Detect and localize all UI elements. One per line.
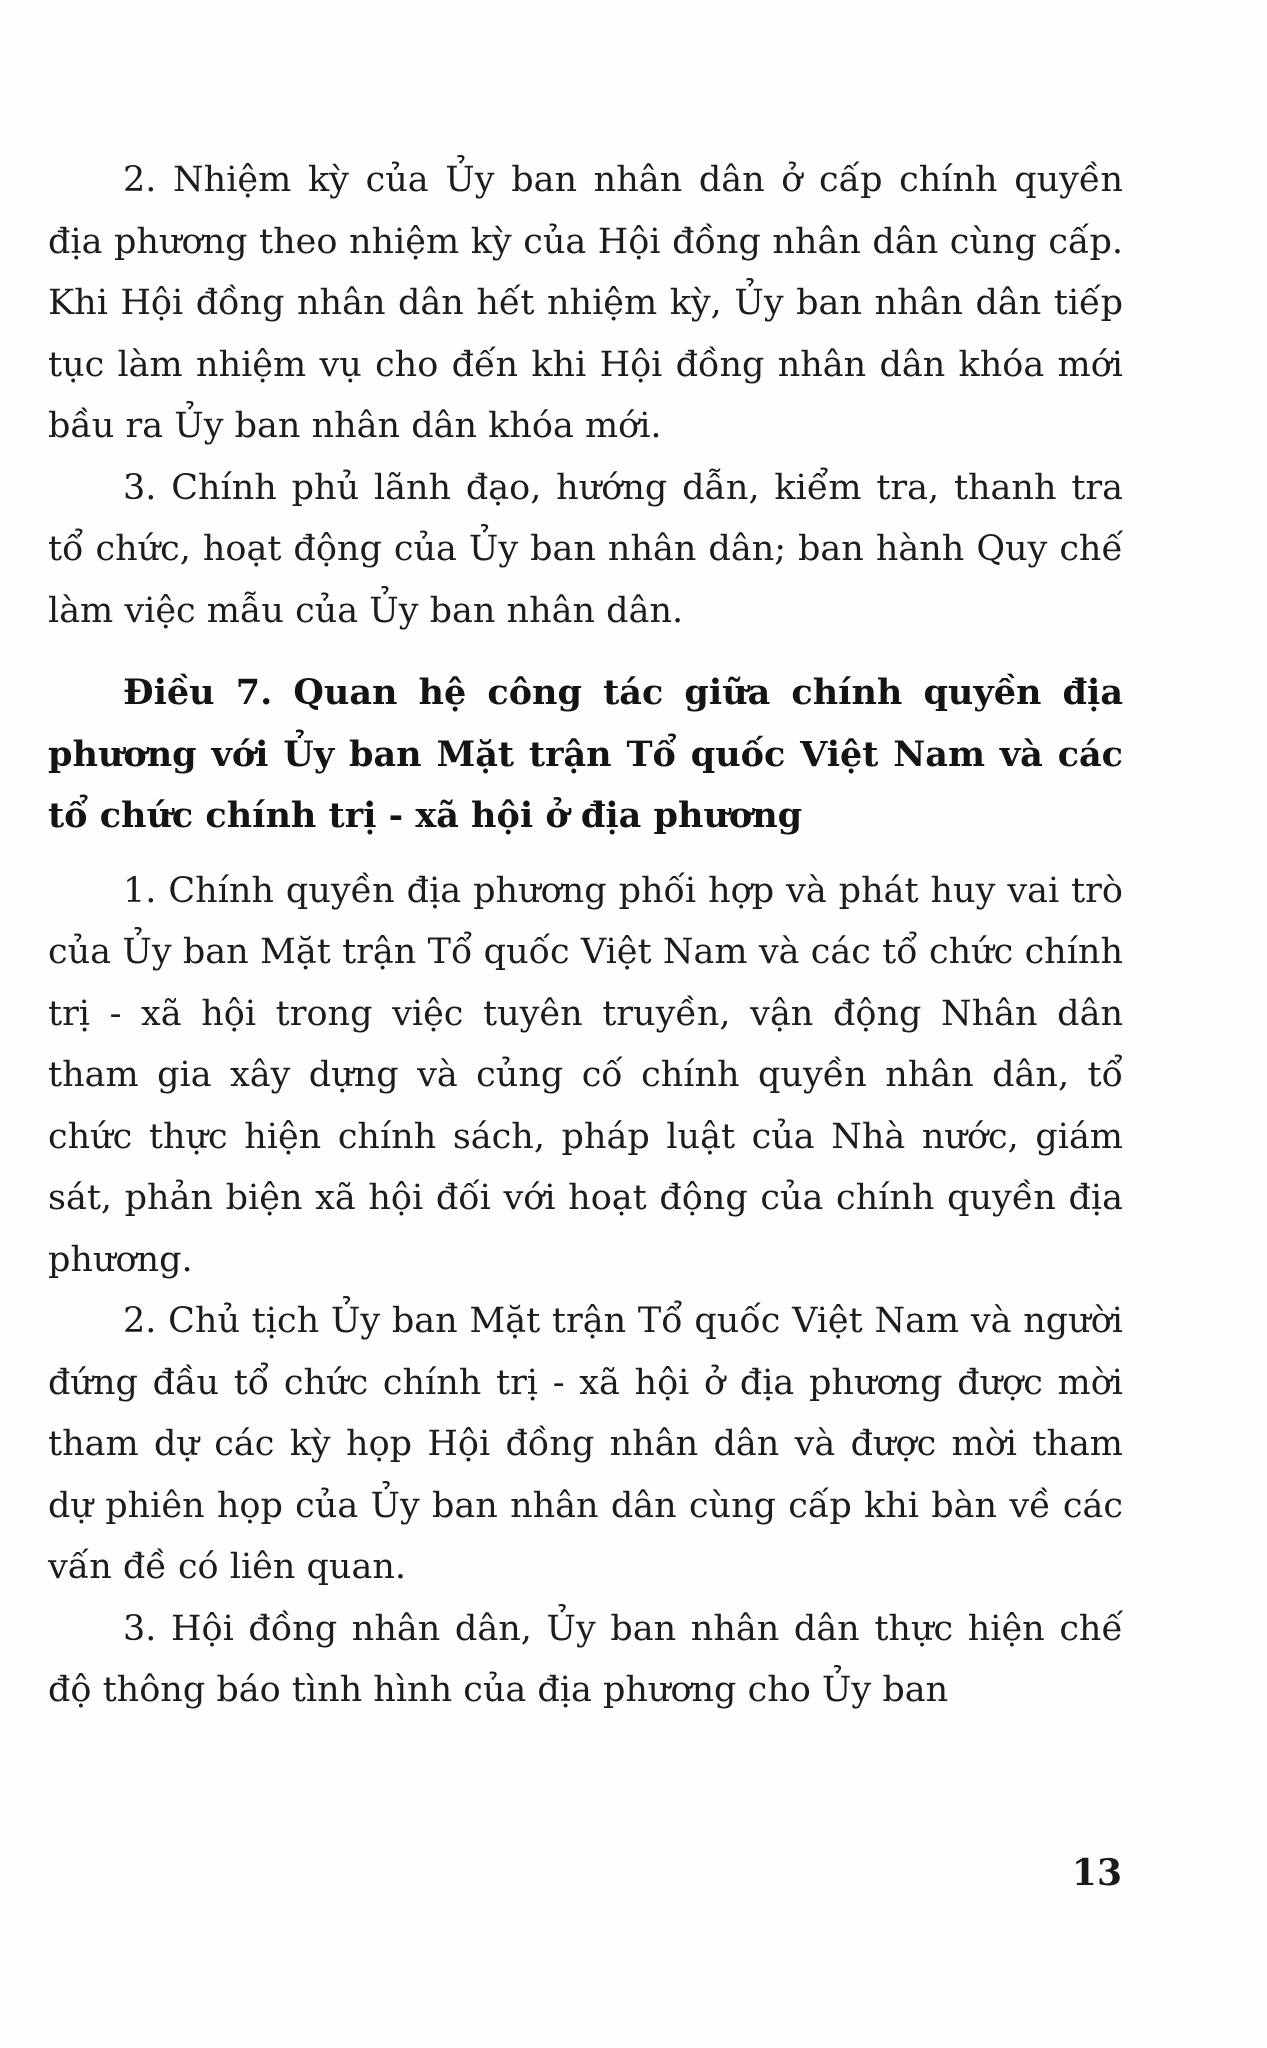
page-number: 13 — [1071, 1852, 1122, 1894]
article-heading: Điều 7. Quan hệ công tác giữa chính quyền địa phương với Ủy ban Mặt trận Tổ quốc Việt Nam và các tổ chức chính trị - xã hội ở địa phương — [48, 672, 1123, 836]
paragraph-coordination: 1. Chính quyền địa phương phối hợp và phát huy vai trò của Ủy ban Mặt trận Tổ quốc Việt Nam và các tổ chức chính trị - xã hội trong việc tuyên truyền, vận động Nhân dân tham gia xây dựng và củng cố chính quyền nhân dân, tổ chức thực hiện chính sách, pháp luật của Nhà nước, giám sát, phản biện xã hội đối với hoạt động của chính quyền địa phương. — [48, 870, 1123, 1280]
paragraph-term-of-office: 2. Nhiệm kỳ của Ủy ban nhân dân ở cấp chính quyền địa phương theo nhiệm kỳ của Hội đồng nhân dân cùng cấp. Khi Hội đồng nhân dân hết nhiệm kỳ, Ủy ban nhân dân tiếp tục làm nhiệm vụ cho đến khi Hội đồng nhân dân khóa mới bầu ra Ủy ban nhân dân khóa mới. — [48, 160, 1123, 446]
body-text — [48, 150, 1123, 1722]
paragraph-government-guidance: 3. Chính phủ lãnh đạo, hướng dẫn, kiểm tra, thanh tra tổ chức, hoạt động của Ủy ban nhân dân; ban hành Quy chế làm việc mẫu của Ủy ban nhân dân. — [48, 467, 1123, 631]
paragraph-notification: 3. Hội đồng nhân dân, Ủy ban nhân dân thực hiện chế độ thông báo tình hình của địa phương cho Ủy ban — [48, 1608, 1123, 1710]
paragraph-invitation: 2. Chủ tịch Ủy ban Mặt trận Tổ quốc Việt Nam và người đứng đầu tổ chức chính trị - xã hội ở địa phương được mời tham dự các kỳ họp Hội đồng nhân dân và được mời tham dự phiên họp của Ủy ban nhân dân cùng cấp khi bàn về các vấn đề có liên quan. — [48, 1301, 1123, 1587]
